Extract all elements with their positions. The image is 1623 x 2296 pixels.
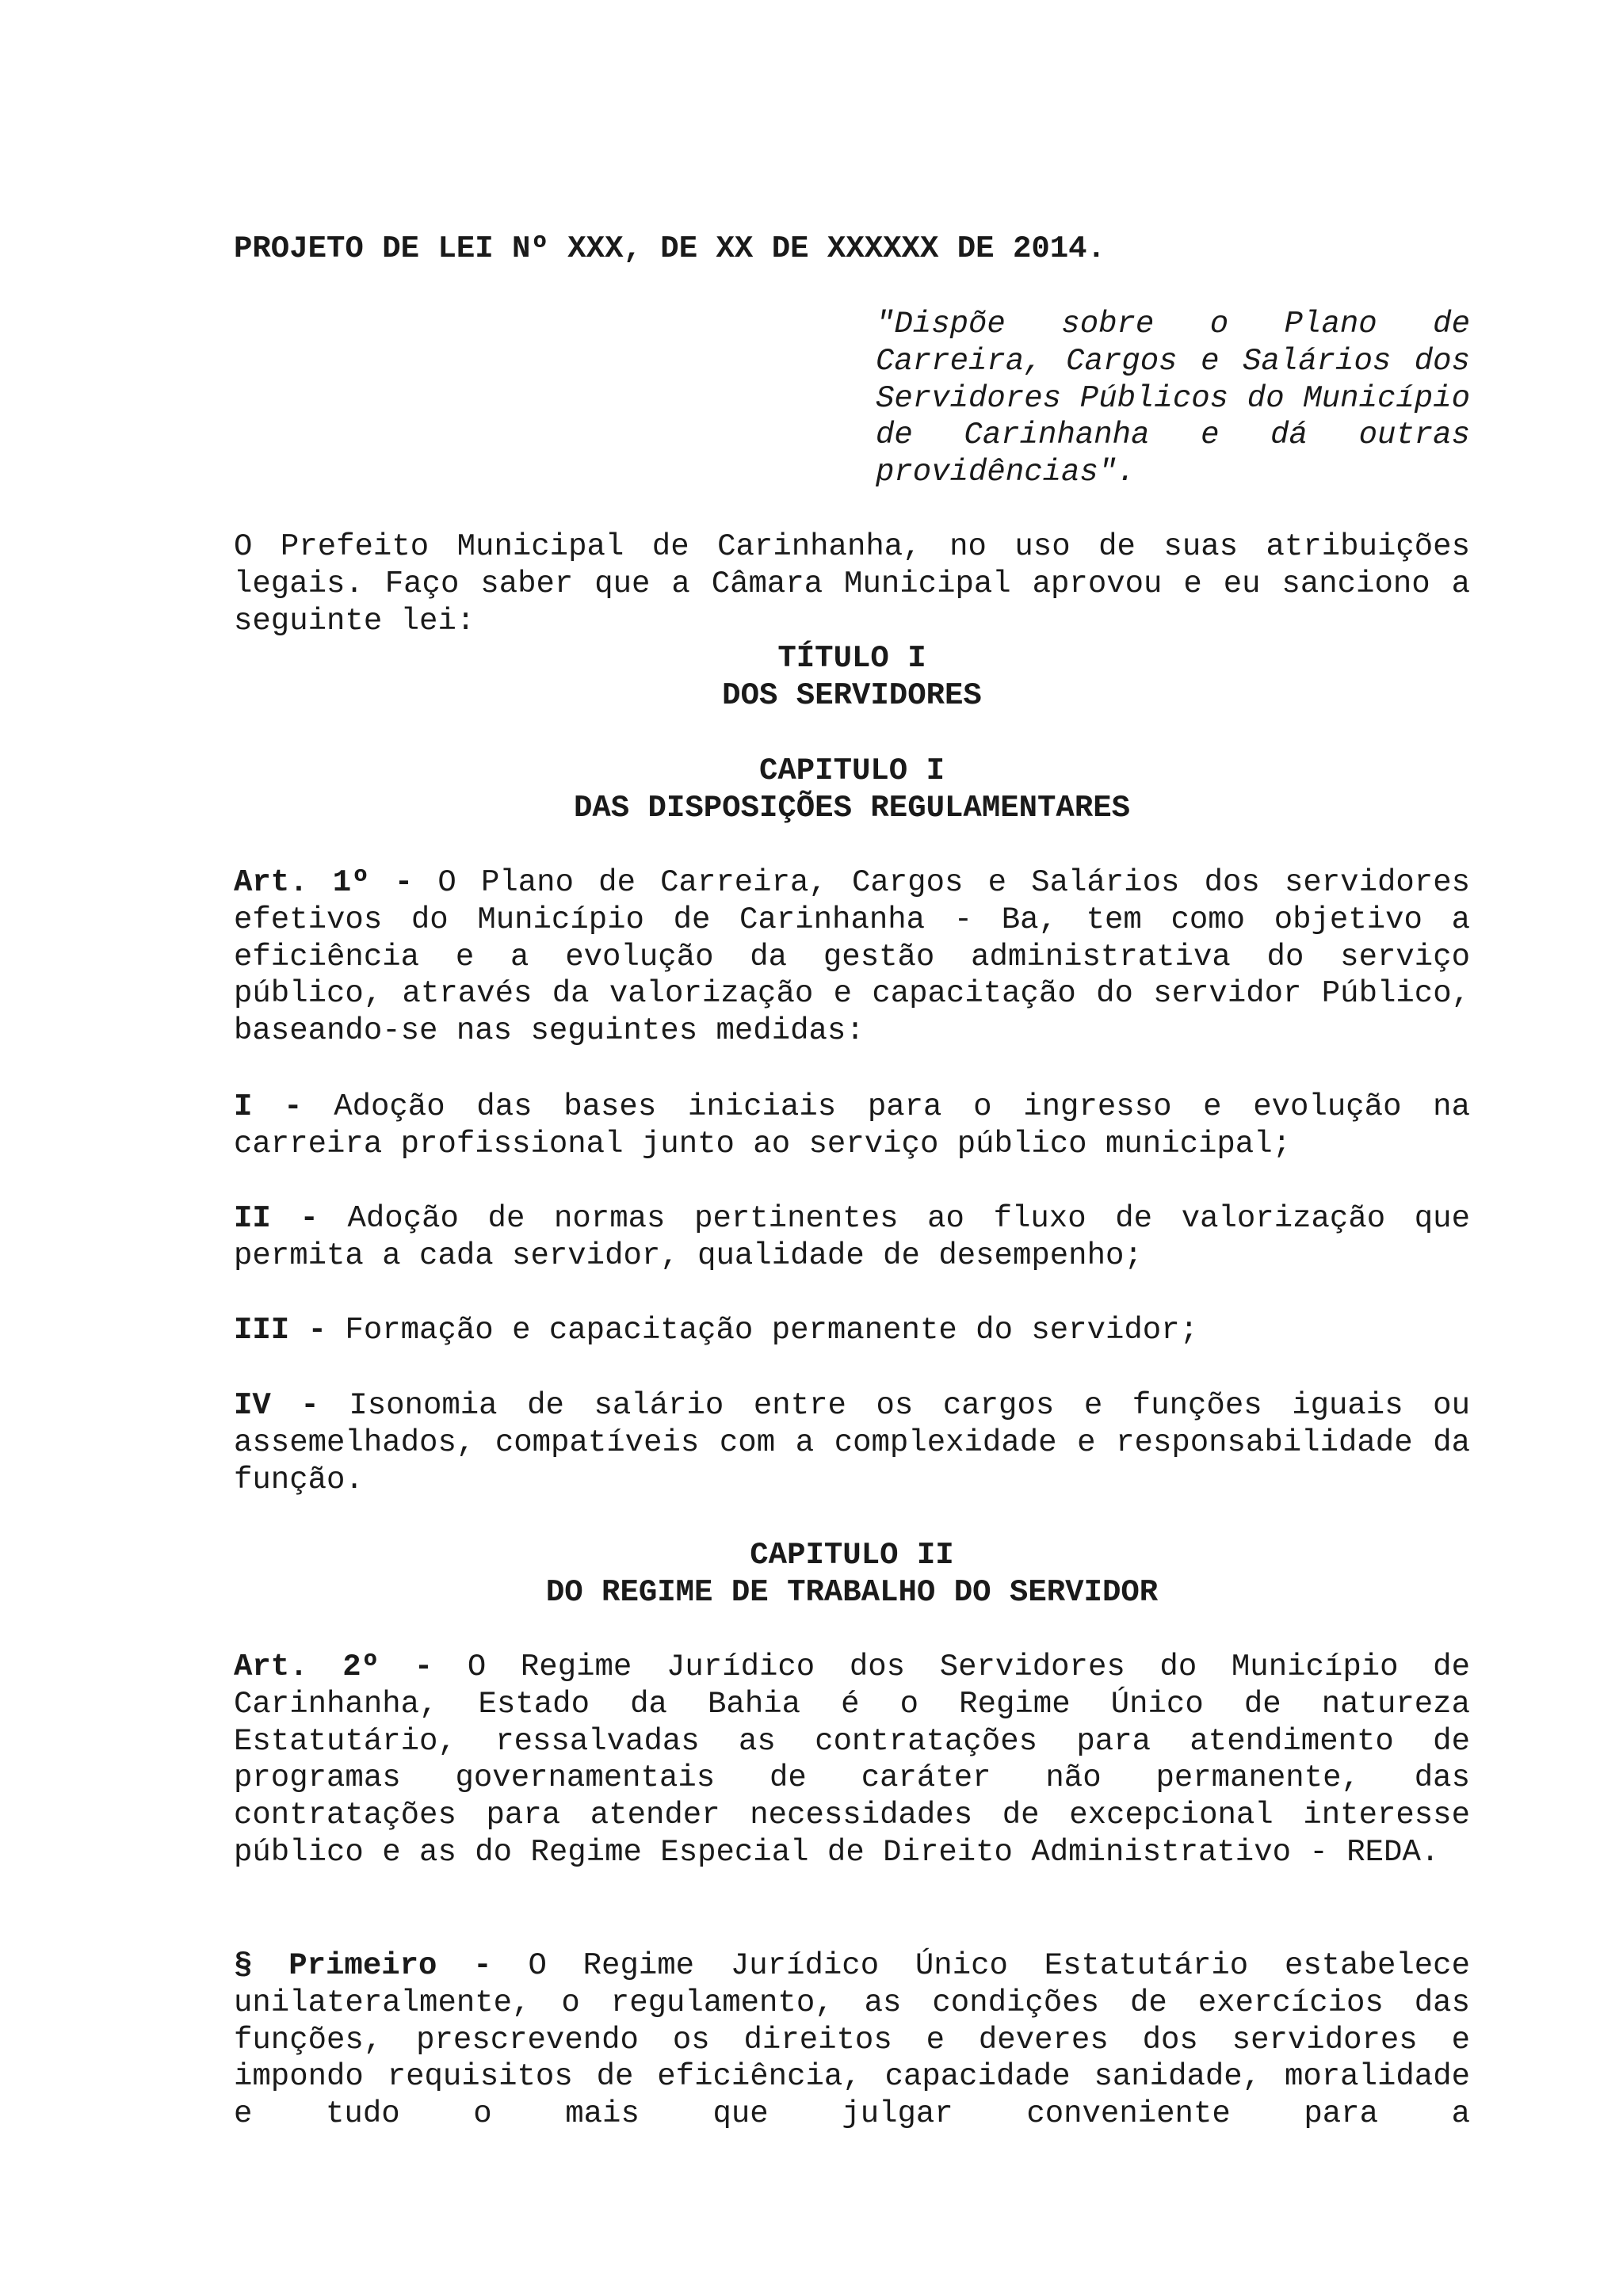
article-1-label: Art. 1º - (234, 865, 414, 900)
item-2-text: Adoção de normas pertinentes ao fluxo de valorização que permita a cada servidor, qualidade de desempenho; (234, 1201, 1470, 1273)
paragraph-primeiro-label: § Primeiro - (234, 1948, 492, 1983)
capitulo-2-subheading: DO REGIME DE TRABALHO DO SERVIDOR (545, 1575, 1159, 1610)
paragraph-primeiro-text: O Regime Jurídico Único Estatutário estabelece unilateralmente, o regulamento, as condições de exercícios das funções, prescrevendo os direitos e deveres dos servidores e impondo requisitos de eficiência, capacidade sanidade, moralidade e tudo o mais que julgar conveniente para a (234, 1948, 1470, 2132)
titulo-heading: TÍTULO I (777, 641, 926, 676)
preamble-text: O Prefeito Municipal de Carinhanha, no uso de suas atribuições legais. Faço saber que a Câmara Municipal aprovou e eu sanciono a seguinte lei: (234, 529, 1470, 639)
item-3-text: Formação e capacitação permanente do servidor; (327, 1313, 1199, 1348)
item-3-label: III - (234, 1313, 327, 1348)
capitulo-1-subheading: DAS DISPOSIÇÕES REGULAMENTARES (573, 791, 1131, 826)
item-1-label: I - (234, 1089, 303, 1124)
article-2 (234, 1649, 1470, 1871)
article-1 (234, 864, 1470, 1050)
item-4-label: IV - (234, 1388, 319, 1423)
article-2-text: O Regime Jurídico dos Servidores do Município de Carinhanha, Estado da Bahia é o Regime Único de natureza Estatutário, ressalvadas as contratações para atendimento de programas governamentais de caráter não permanente, das contratações para atender necessidades de excepcional interesse público e as do Regime Especial de Direito Administrativo - REDA. (234, 1650, 1470, 1870)
document-title: PROJETO DE LEI Nº XXX, DE XX DE XXXXXX DE 2014. (234, 231, 1106, 266)
item-4-text: Isonomia de salário entre os cargos e funções iguais ou assemelhados, compatíveis com a complexidade e responsabilidade da função. (234, 1388, 1470, 1497)
capitulo-1-heading: CAPITULO I (758, 753, 945, 788)
item-2 (234, 1200, 1470, 1275)
item-4 (234, 1387, 1470, 1498)
article-2-label: Art. 2º - (234, 1650, 433, 1684)
item-2-label: II - (234, 1201, 319, 1236)
item-1 (234, 1089, 1470, 1163)
article-1-text: O Plano de Carreira, Cargos e Salários dos servidores efetivos do Município de Carinhanha - Ba, tem como objetivo a eficiência e a evolução da gestão administrativa do serviço público, através da valorização e capacitação do servidor Público, baseando-se nas seguintes medidas: (234, 865, 1471, 1049)
titulo-subheading: DOS SERVIDORES (722, 678, 982, 713)
ementa: "Dispõe sobre o Plano de Carreira, Cargos e Salários dos Servidores Públicos do Município de Carinhanha e dá outras providências". (876, 307, 1470, 490)
item-1-text: Adoção das bases iniciais para o ingresso e evolução na carreira profissional junto ao serviço público municipal; (234, 1089, 1470, 1161)
capitulo-2-heading: CAPITULO II (750, 1538, 954, 1573)
preamble (234, 528, 1470, 639)
item-3 (234, 1312, 1470, 1349)
paragraph-primeiro (234, 1947, 1470, 2133)
